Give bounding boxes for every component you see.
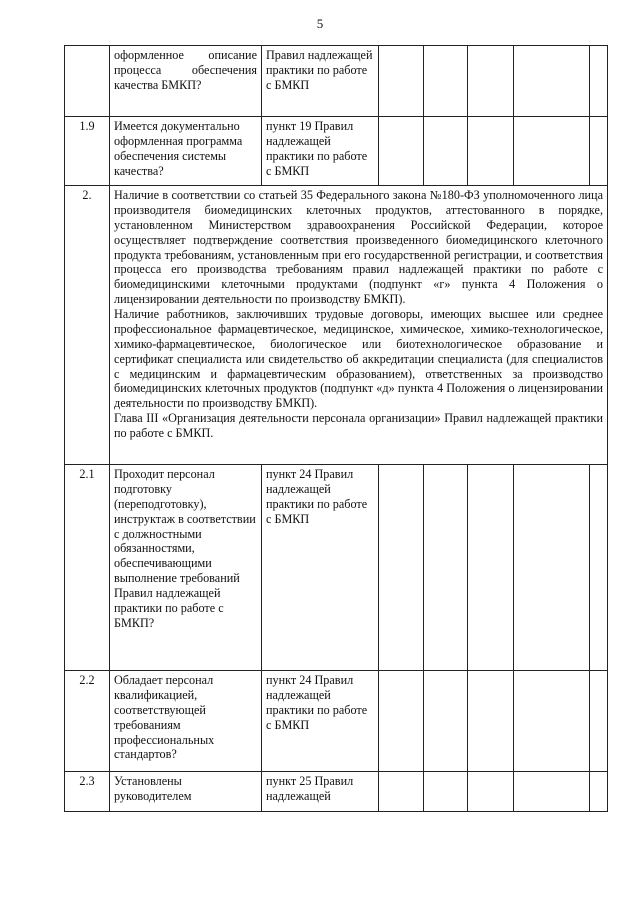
answer-cell [379, 772, 424, 812]
section-paragraph: Наличие в соответствии со статьей 35 Федерального закона №180-ФЗ уполномоченного лица производителя биомедицинских клеточных продуктов, аттестованного в порядке, установленном Министерством здравоохранения Российской Федерации, которое осуществляет подтверждение соответствия произведенного биомедицинского клеточного продукта требованиям, установленным при его государственной регистрации, и соответствия процесса его производства требованиям правил надлежащей практики по работе с биомедицинскими клеточными продуктами (подпункт «г» пункта 4 Положения о лицензировании деятельности по производству БМКП). [114, 188, 603, 307]
notes-cell [514, 46, 590, 117]
answer-cell [468, 117, 514, 186]
extra-cell [590, 46, 608, 117]
legal-reference: пункт 25 Правил надлежащей [262, 772, 379, 812]
answer-cell [424, 46, 468, 117]
section-paragraph: Наличие работников, заключивших трудовые договоры, имеющих высшее или среднее профессиональное фармацевтическое, медицинское, химическое, химико-технологическое, химико-фармацевтическое, биологическое или биотехнологическое образование и сертификат специалиста или свидетельство об аккредитации специалиста (для специалистов с медицинским и фармацевтическим образованием), ответственных за производство биомедицинских клеточных продуктов (подпункт «д» пункта 4 Положения о лицензировании деятельности по производству БМКП). [114, 307, 603, 411]
page-number: 5 [316, 16, 324, 31]
extra-cell [590, 117, 608, 186]
section-description [110, 186, 608, 465]
notes-cell [514, 465, 590, 671]
requirement-question: оформленное описание процесса обеспечения качества БМКП? [110, 46, 262, 117]
answer-cell [379, 465, 424, 671]
checklist-table [64, 45, 608, 812]
row-number: 2.3 [65, 772, 110, 812]
extra-cell [590, 465, 608, 671]
extra-cell [590, 671, 608, 772]
answer-cell [468, 465, 514, 671]
row-number [65, 46, 110, 117]
table-row [65, 465, 608, 671]
legal-reference: пункт 24 Правил надлежащей практики по работе с БМКП [262, 465, 379, 671]
legal-reference: пункт 19 Правил надлежащей практики по работе с БМКП [262, 117, 379, 186]
section-number: 2. [65, 186, 110, 465]
answer-cell [379, 117, 424, 186]
answer-cell [468, 46, 514, 117]
notes-cell [514, 117, 590, 186]
row-number: 2.1 [65, 465, 110, 671]
legal-reference: Правил надлежащей практики по работе с БМКП [262, 46, 379, 117]
section-paragraph: Глава III «Организация деятельности персонала организации» Правил надлежащей практики по работе с БМКП. [114, 411, 603, 440]
table-row [65, 671, 608, 772]
table-row [65, 117, 608, 186]
requirement-question: Проходит персонал подготовку (переподготовку), инструктаж в соответствии с должностными обязанностями, обеспечивающими выполнение требований Правил надлежащей практики по работе с БМКП? [110, 465, 262, 671]
section-row [65, 186, 608, 465]
answer-cell [424, 772, 468, 812]
requirement-question: Обладает персонал квалификацией, соответствующей требованиям профессиональных стандартов? [110, 671, 262, 772]
notes-cell [514, 772, 590, 812]
answer-cell [424, 117, 468, 186]
table-row [65, 772, 608, 812]
requirement-question: Установлены руководителем [110, 772, 262, 812]
answer-cell [468, 772, 514, 812]
extra-cell [590, 772, 608, 812]
answer-cell [468, 671, 514, 772]
table-row [65, 46, 608, 117]
requirement-question: Имеется документально оформленная программа обеспечения системы качества? [110, 117, 262, 186]
notes-cell [514, 671, 590, 772]
answer-cell [424, 671, 468, 772]
answer-cell [424, 465, 468, 671]
row-number: 1.9 [65, 117, 110, 186]
answer-cell [379, 46, 424, 117]
legal-reference: пункт 24 Правил надлежащей практики по работе с БМКП [262, 671, 379, 772]
answer-cell [379, 671, 424, 772]
row-number: 2.2 [65, 671, 110, 772]
